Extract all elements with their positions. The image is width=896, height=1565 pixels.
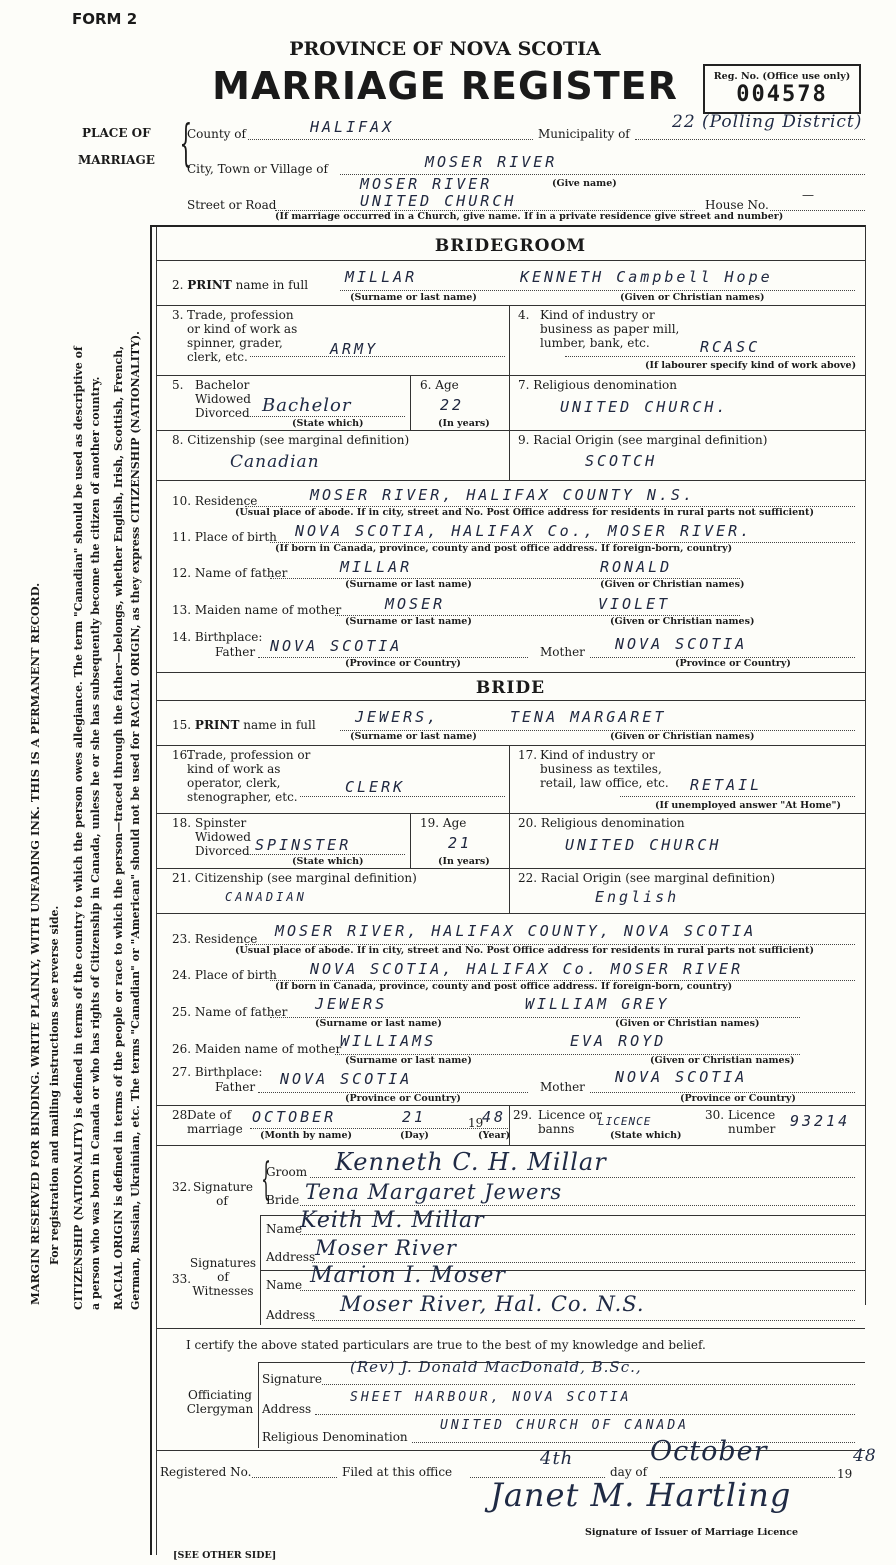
g-n3: 3.	[172, 308, 184, 322]
g-industry-cap: (If labourer specify kind of work above)	[645, 360, 857, 371]
b-citizen-label: Citizenship (see marginal definition)	[194, 871, 417, 885]
g-print-label: PRINT	[187, 278, 232, 292]
municipality-label: Municipality of	[538, 127, 630, 141]
filed-day: 4th	[540, 1448, 574, 1469]
bride-heading: BRIDE	[475, 678, 546, 698]
bride-status: SPINSTER	[255, 836, 352, 854]
marriage-licence-number: 93214	[790, 1112, 851, 1130]
m-n29: 29.	[513, 1108, 533, 1122]
marriage-day: 21	[402, 1108, 427, 1126]
m-date-label: Date of marriage	[187, 1108, 243, 1136]
m-month-cap: (Month by name)	[260, 1130, 352, 1141]
g-religion-label: Religious denomination	[533, 378, 677, 392]
w1-name-label: Name	[266, 1222, 303, 1236]
county-value: HALIFAX	[310, 118, 395, 136]
groom-citizenship: Canadian	[230, 452, 320, 472]
s-off-label: Officiating Clergyman	[186, 1388, 254, 1416]
b-n27: 27.	[172, 1065, 192, 1079]
marriage-licence: LICENCE	[598, 1115, 652, 1128]
bride-trade: CLERK	[345, 778, 406, 796]
b-bp-label: Birthplace:	[194, 1065, 263, 1079]
reg-no-label: Reg. No. (Office use only)	[713, 71, 851, 82]
see-other-side: [SEE OTHER SIDE]	[173, 1550, 277, 1561]
b-industry-label: Kind of industry or business as textiles, retail, law office, etc.	[540, 748, 669, 790]
b-n26: 26.	[172, 1042, 192, 1056]
b-n20: 20.	[518, 816, 538, 830]
b-age-label: Age	[442, 816, 467, 830]
g-father-giv-cap: (Given or Christian names)	[600, 579, 745, 590]
g-res-cap: (Usual place of abode. If in city, street and No. Post Office address for residents in rural parts not sufficient)	[235, 507, 814, 518]
g-father-sur-cap: (Surname or last name)	[345, 579, 472, 590]
b-prov-cap-1: (Province or Country)	[345, 1093, 461, 1104]
place-label-1: PLACE OF	[82, 126, 151, 140]
g-industry-label: Kind of industry or business as paper mill, lumber, bank, etc.	[540, 308, 680, 350]
s-groom-label: Groom	[266, 1165, 308, 1179]
bride-given: TENA MARGARET	[510, 708, 667, 726]
g-n4: 4.	[518, 308, 530, 322]
b-n25: 25.	[172, 1005, 192, 1019]
s-sig-label: Signature of	[193, 1180, 254, 1208]
bride-birthplace: NOVA SCOTIA, HALIFAX Co. MOSER RIVER	[310, 960, 744, 978]
margin-line-4: a person who was born in Canada or who has rights of Citizenship in Canada, unless he or she has subsequently become the citizen of another country.	[89, 376, 102, 1310]
g-father-label: Name of father	[194, 566, 288, 580]
m-state-cap: (State which)	[610, 1130, 682, 1141]
b-n21: 21.	[172, 871, 192, 885]
bride-signature: Tena Margaret Jewers	[305, 1180, 563, 1204]
g-trade-label: Trade, profession or kind of work as spinner, grader, clerk, etc.	[187, 308, 298, 364]
b-n24: 24.	[172, 968, 192, 982]
b-mother-sur-cap: (Surname or last name)	[345, 1055, 472, 1066]
issuer-signature: Janet M. Hartling	[490, 1476, 792, 1514]
w2-name-label: Name	[266, 1278, 303, 1292]
bride-father-surname: JEWERS	[315, 995, 388, 1013]
g-status-cap: (State which)	[292, 418, 364, 429]
groom-signature: Kenneth C. H. Millar	[335, 1148, 607, 1176]
bride-residence: MOSER RIVER, HALIFAX COUNTY, NOVA SCOTIA	[275, 922, 757, 940]
b-religion-label: Religious denomination	[540, 816, 685, 830]
m-licence-label: Licence or banns	[538, 1108, 602, 1136]
clergy-address: SHEET HARBOUR, NOVA SCOTIA	[350, 1390, 632, 1405]
give-name-caption: (Give name)	[552, 178, 617, 189]
city-label: City, Town or Village of	[187, 162, 328, 176]
county-label: County of	[187, 127, 246, 141]
g-prov-cap-2: (Province or Country)	[675, 658, 791, 669]
clergy-signature: (Rev) J. Donald MacDonald, B.Sc.,	[350, 1358, 642, 1376]
g-n2: 2.	[172, 278, 184, 292]
g-mother-sur-cap: (Surname or last name)	[345, 616, 472, 627]
page-title: MARRIAGE REGISTER	[212, 64, 678, 108]
g-n13: 13.	[172, 603, 192, 617]
bride-mother-surname: WILLIAMS	[340, 1032, 437, 1050]
groom-industry: RCASC	[700, 338, 761, 356]
g-surname-cap: (Surname or last name)	[350, 292, 477, 303]
marriage-month: OCTOBER	[252, 1108, 337, 1126]
marriage-year: 48	[482, 1108, 507, 1126]
registered-label: Registered No.	[160, 1465, 252, 1479]
b-trade-label: Trade, profession or kind of work as operator, clerk, stenographer, etc.	[187, 748, 311, 804]
b-father-sur-cap: (Surname or last name)	[315, 1018, 442, 1029]
bride-age: 21	[448, 834, 473, 852]
b-name-label: name in full	[243, 718, 316, 732]
g-bp-label: Birthplace:	[194, 630, 263, 644]
marriage-year-prefix: 19	[468, 1116, 484, 1130]
g-n5: 5.	[172, 378, 184, 392]
b-n17: 17.	[518, 748, 538, 762]
bridegroom-heading: BRIDEGROOM	[434, 236, 587, 256]
s-n32: 32.	[172, 1180, 192, 1194]
bride-religion: UNITED CHURCH	[565, 836, 722, 854]
b-res-label: Residence	[194, 932, 258, 946]
g-given-cap: (Given or Christian names)	[620, 292, 765, 303]
house-label: House No.	[705, 198, 769, 212]
municipality-value: 22 (Polling District)	[672, 112, 863, 132]
day-of-label: day of	[610, 1465, 648, 1479]
margin-line-3: CITIZENSHIP (NATIONALITY) is defined in terms of the country to which the person owes allegiance. The term "Canadian" should be used as descriptive of	[72, 346, 85, 1310]
g-n9: 9.	[518, 433, 530, 447]
b-status-label: Spinster Widowed Divorced	[195, 816, 251, 858]
b-racial-label: Racial Origin (see marginal definition)	[540, 871, 776, 885]
b-given-cap: (Given or Christian names)	[610, 731, 755, 742]
g-bp-father-label: Father	[215, 645, 256, 659]
margin-line-6: German, Russian, Ukrainian, etc. The terms "Canadian" or "American" should not be used for RACIAL ORIGIN, as they express CITIZENSHIP (NATIONALITY).	[129, 331, 142, 1310]
bride-mother-birthplace: NOVA SCOTIA	[615, 1068, 748, 1086]
b-n19: 19.	[420, 816, 440, 830]
groom-father-given: RONALD	[600, 558, 673, 576]
street-value: UNITED CHURCH	[360, 192, 517, 210]
g-mother-label: Maiden name of mother	[194, 603, 342, 617]
margin-line-5: RACIAL ORIGIN is defined in terms of the people or race to which the person—traced through the father—belongs, whether English, Irish, Scottish, French,	[112, 345, 125, 1310]
house-value: —	[802, 188, 814, 202]
groom-given: KENNETH Campbell Hope	[520, 268, 773, 286]
s-wit-label: Signatures of Witnesses	[189, 1256, 257, 1298]
groom-mother-birthplace: NOVA SCOTIA	[615, 635, 748, 653]
g-racial-label: Racial Origin (see marginal definition)	[533, 433, 768, 447]
m-day-cap: (Day)	[400, 1130, 429, 1141]
groom-residence: MOSER RIVER, HALIFAX COUNTY N.S.	[310, 486, 695, 504]
church-name: MOSER RIVER	[360, 175, 493, 193]
certify-text: I certify the above stated particulars are true to the best of my knowledge and belief.	[186, 1338, 706, 1352]
g-age-cap: (In years)	[438, 418, 490, 429]
m-n28: 28.	[172, 1108, 192, 1122]
m-year-cap: (Year)	[478, 1130, 511, 1141]
witness2-address: Moser River, Hal. Co. N.S.	[340, 1292, 645, 1316]
b-n22: 22.	[518, 871, 538, 885]
g-pob-cap: (If born in Canada, province, county and post office address. If foreign-born, country)	[275, 543, 733, 554]
g-pob-label: Place of birth	[194, 530, 277, 544]
g-prov-cap-1: (Province or Country)	[345, 658, 461, 669]
g-n8: 8.	[172, 433, 184, 447]
w1-address-label: Address	[266, 1250, 316, 1264]
street-label: Street or Road	[187, 198, 277, 212]
b-prov-cap-2: (Province or Country)	[680, 1093, 796, 1104]
s-bride-label: Bride	[266, 1193, 300, 1207]
groom-trade: ARMY	[330, 340, 379, 358]
issuer-caption: Signature of Issuer of Marriage Licence	[585, 1527, 798, 1538]
g-n7: 7.	[518, 378, 530, 392]
bride-industry: RETAIL	[690, 776, 763, 794]
b-mother-giv-cap: (Given or Christian names)	[650, 1055, 795, 1066]
s-n33: 33.	[172, 1272, 192, 1286]
b-bp-father-label: Father	[215, 1080, 256, 1094]
b-pob-cap: (If born in Canada, province, county and post office address. If foreign-born, country)	[275, 981, 733, 992]
clergy-sig-label: Signature	[262, 1372, 323, 1386]
g-citizen-label: Citizenship (see marginal definition)	[187, 433, 410, 447]
b-father-giv-cap: (Given or Christian names)	[615, 1018, 760, 1029]
filed-year: 48	[853, 1446, 877, 1466]
reg-no: 004578	[736, 82, 828, 107]
g-name-label: name in full	[235, 278, 309, 292]
g-n6: 6.	[420, 378, 432, 392]
b-bp-mother-label: Mother	[540, 1080, 585, 1094]
reg-no-box	[703, 64, 861, 114]
city-value: MOSER RIVER	[425, 153, 558, 171]
groom-religion: UNITED CHURCH.	[560, 398, 729, 416]
witness1-name: Keith M. Millar	[300, 1208, 485, 1233]
groom-racial: SCOTCH	[585, 452, 658, 470]
clergy-address-label: Address	[262, 1402, 312, 1416]
g-res-label: Residence	[194, 494, 258, 508]
bride-citizenship: CANADIAN	[225, 890, 307, 904]
groom-mother-surname: MOSER	[385, 595, 446, 613]
filed-label: Filed at this office	[342, 1465, 453, 1479]
margin-line-2: For registration and mailing instructions see reverse side.	[48, 905, 61, 1265]
g-bp-mother-label: Mother	[540, 645, 585, 659]
province-title: PROVINCE OF NOVA SCOTIA	[289, 38, 601, 60]
b-mother-label: Maiden name of mother	[194, 1042, 342, 1056]
witness2-name: Marion I. Moser	[310, 1263, 506, 1288]
place-label-2: MARRIAGE	[78, 153, 155, 167]
place-note: (If marriage occurred in a Church, give name. If in a private residence give street and number)	[275, 211, 784, 222]
place-brace: {	[179, 114, 193, 172]
groom-father-surname: MILLAR	[340, 558, 413, 576]
groom-age: 22	[440, 396, 465, 414]
filed-month: October	[650, 1436, 768, 1467]
b-n18: 18.	[172, 816, 192, 830]
groom-status: Bachelor	[262, 395, 352, 416]
b-father-label: Name of father	[194, 1005, 288, 1019]
b-status-cap: (State which)	[292, 856, 364, 867]
g-mother-giv-cap: (Given or Christian names)	[610, 616, 755, 627]
g-n10: 10.	[172, 494, 192, 508]
bride-father-given: WILLIAM GREY	[525, 995, 670, 1013]
g-n14: 14.	[172, 630, 192, 644]
denomination-label: Religious Denomination	[262, 1430, 408, 1444]
m-licno-label: Licence number	[728, 1108, 776, 1136]
w2-address-label: Address	[266, 1308, 316, 1322]
groom-father-birthplace: NOVA SCOTIA	[270, 637, 403, 655]
b-n16: 16.	[172, 748, 192, 762]
m-n30: 30.	[705, 1108, 725, 1122]
b-age-cap: (In years)	[438, 856, 490, 867]
denomination-value: UNITED CHURCH OF CANADA	[440, 1418, 690, 1433]
form-number: FORM 2	[72, 10, 138, 28]
b-industry-cap: (If unemployed answer "At Home")	[655, 800, 841, 811]
b-n23: 23.	[172, 932, 192, 946]
g-age-label: Age	[435, 378, 459, 392]
bride-father-birthplace: NOVA SCOTIA	[280, 1070, 413, 1088]
filed-year-prefix: 19	[837, 1467, 853, 1481]
g-status-label: Bachelor Widowed Divorced	[195, 378, 251, 420]
groom-surname: MILLAR	[345, 268, 418, 286]
bride-racial: English	[595, 888, 680, 906]
groom-birthplace: NOVA SCOTIA, HALIFAX Co., MOSER RIVER.	[295, 522, 753, 540]
groom-mother-given: VIOLET	[598, 595, 671, 613]
b-print-label: PRINT	[194, 718, 240, 732]
b-n15: 15.	[172, 718, 192, 732]
witness1-address: Moser River	[315, 1236, 457, 1260]
bride-surname: JEWERS,	[355, 708, 440, 726]
margin-line-1: MARGIN RESERVED FOR BINDING. WRITE PLAINLY, WITH UNFADING INK. THIS IS A PERMANENT RECORD.	[28, 582, 42, 1305]
b-surname-cap: (Surname or last name)	[350, 731, 477, 742]
g-n12: 12.	[172, 566, 192, 580]
b-res-cap: (Usual place of abode. If in city, street and No. Post Office address for residents in rural parts not sufficient)	[235, 945, 814, 956]
g-n11: 11.	[172, 530, 192, 544]
b-pob-label: Place of birth	[194, 968, 277, 982]
bride-mother-given: EVA ROYD	[570, 1032, 667, 1050]
